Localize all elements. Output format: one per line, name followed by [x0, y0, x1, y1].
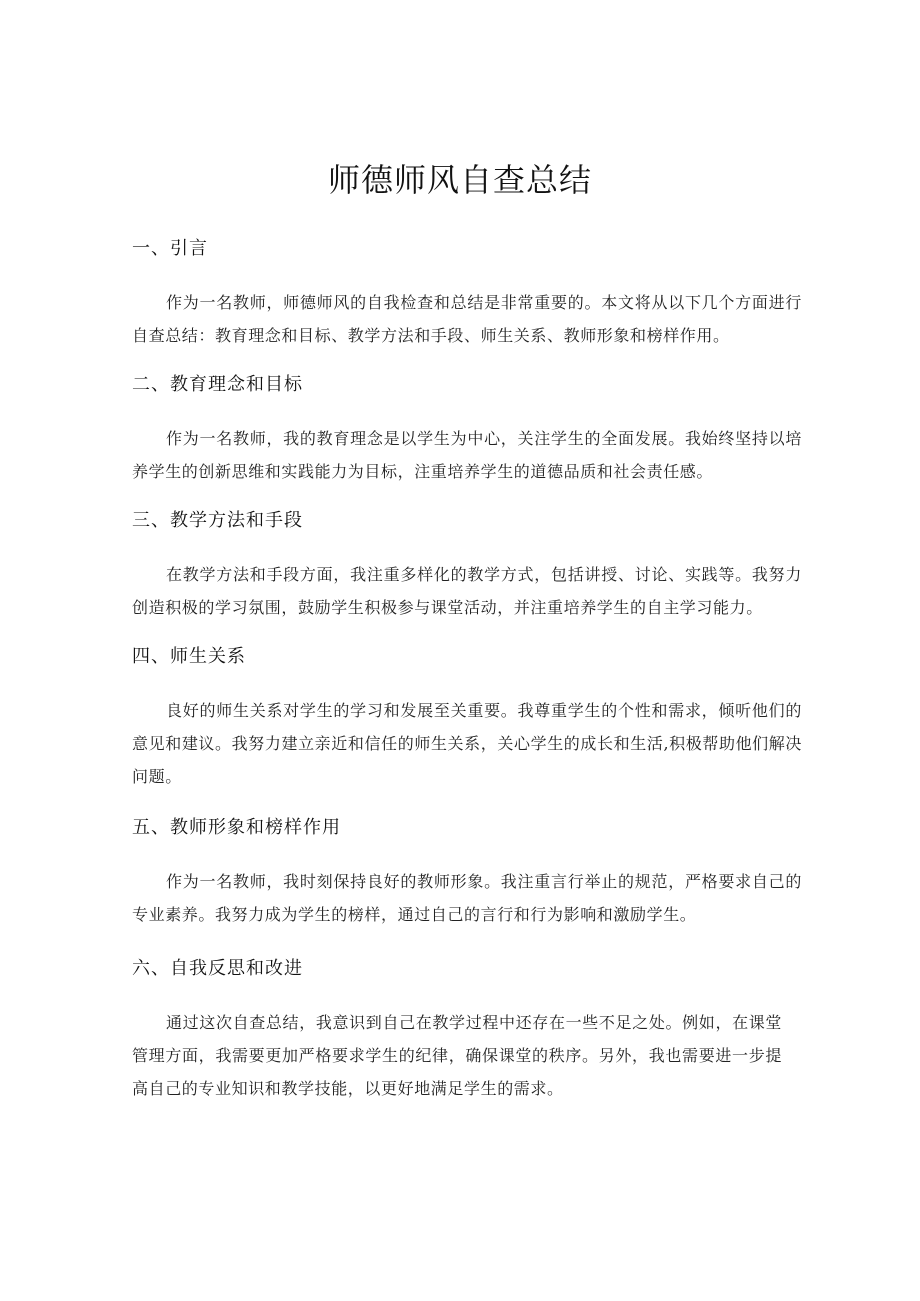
section-education-philosophy: [132, 372, 802, 488]
section-heading: 六、自我反思和改进: [132, 958, 303, 979]
section-heading: 五、教师形象和榜样作用: [132, 817, 341, 838]
section-heading: 一、引言: [132, 238, 208, 259]
section-paragraph: 在教学方法和手段方面，我注重多样化的教学方式，包括讲授、讨论、实践等。我努力创造积极的学习氛围，鼓励学生积极参与课堂活动，并注重培养学生的自主学习能力。: [132, 565, 802, 617]
section-heading: 二、教育理念和目标: [132, 374, 303, 395]
section-self-reflection: [132, 956, 802, 1105]
section-teacher-image: [132, 815, 802, 931]
section-paragraph: 通过这次自查总结，我意识到自己在教学过程中还存在一些不足之处。例如，在课堂管理方面，我需要更加严格要求学生的纪律，确保课堂的秩序。另外，我也需要进一步提高自己的专业知识和教学技能，以更好地满足学生的需求。: [132, 1013, 782, 1098]
section-paragraph: 良好的师生关系对学生的学习和发展至关重要。我尊重学生的个性和需求，倾听他们的意见和建议。我努力建立亲近和信任的师生关系，关心学生的成长和生活,积极帮助他们解决问题。: [132, 701, 802, 786]
section-heading: 三、教学方法和手段: [132, 510, 303, 531]
section-teaching-methods: [132, 508, 802, 624]
section-teacher-student-relations: [132, 644, 802, 793]
section-paragraph: 作为一名教师，我的教育理念是以学生为中心，关注学生的全面发展。我始终坚持以培养学生的创新思维和实践能力为目标，注重培养学生的道德品质和社会责任感。: [132, 429, 802, 481]
section-paragraph: 作为一名教师，师德师风的自我检查和总结是非常重要的。本文将从以下几个方面进行自查总结：教育理念和目标、教学方法和手段、师生关系、教师形象和榜样作用。: [132, 293, 802, 345]
section-heading: 四、师生关系: [132, 646, 246, 667]
document-title: 师德师风自查总结: [327, 161, 592, 199]
section-introduction: [132, 236, 802, 352]
section-paragraph: 作为一名教师，我时刻保持良好的教师形象。我注重言行举止的规范，严格要求自己的专业素养。我努力成为学生的榜样，通过自己的言行和行为影响和激励学生。: [132, 872, 802, 924]
